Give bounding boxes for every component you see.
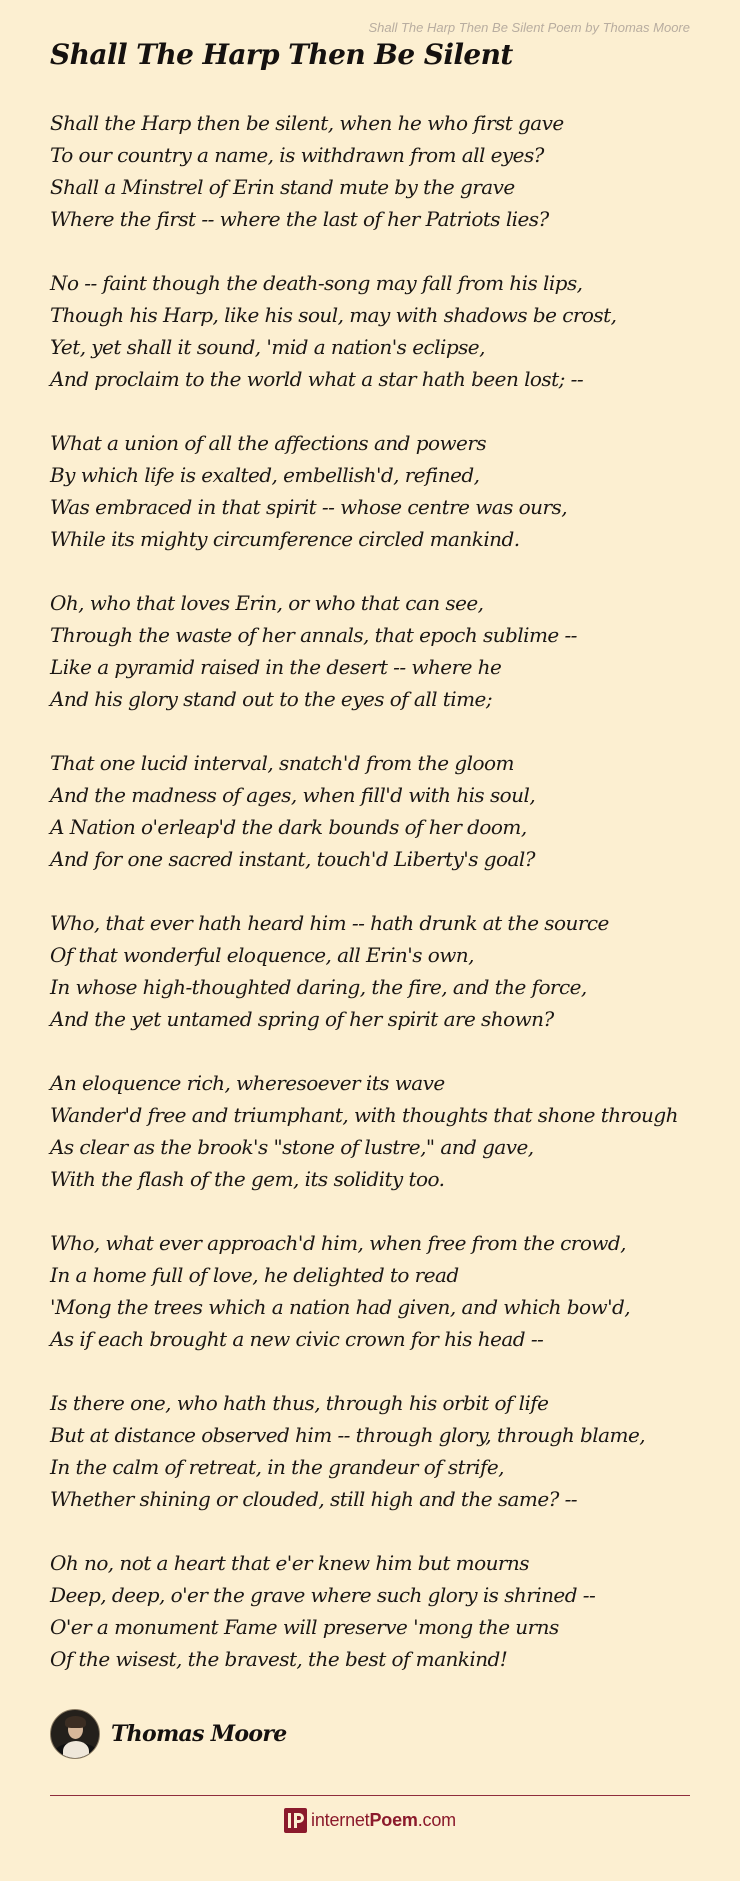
poem-line: Like a pyramid raised in the desert -- where he	[50, 655, 502, 679]
poem-line: And the madness of ages, when fill'd with his soul,	[50, 783, 536, 807]
poem-line: Of that wonderful eloquence, all Erin's own,	[50, 943, 474, 967]
stanza-10	[50, 1547, 710, 1675]
poem-line: And for one sacred instant, touch'd Liberty's goal?	[50, 847, 535, 871]
poem-line: Where the first -- where the last of her Patriots lies?	[50, 207, 549, 231]
stanza-3	[50, 427, 710, 555]
poem-line: Shall the Harp then be silent, when he who first gave	[50, 111, 564, 135]
stanza-8	[50, 1227, 710, 1355]
poem-title: Shall The Harp Then Be Silent	[50, 38, 513, 71]
logo-bold: Poem	[369, 1809, 418, 1830]
poem-line: In the calm of retreat, in the grandeur of strife,	[50, 1455, 504, 1479]
logo-prefix: internet	[311, 1809, 370, 1830]
poem-line: Through the waste of her annals, that epoch sublime --	[50, 623, 577, 647]
poem-line: That one lucid interval, snatch'd from the gloom	[50, 751, 514, 775]
poem-line: Who, what ever approach'd him, when free from the crowd,	[50, 1231, 626, 1255]
poem-line: Is there one, who hath thus, through his orbit of life	[50, 1391, 549, 1415]
poem-line: Though his Harp, like his soul, may with shadows be crost,	[50, 303, 617, 327]
poem-line: No -- faint though the death-song may fall from his lips,	[50, 271, 583, 295]
logo-suffix: .com	[417, 1809, 456, 1830]
poem-line: To our country a name, is withdrawn from all eyes?	[50, 143, 544, 167]
poem-line: And his glory stand out to the eyes of all time;	[50, 687, 493, 711]
poem-line: In whose high-thoughted daring, the fire, and the force,	[50, 975, 587, 999]
portrait-hair	[65, 1716, 86, 1728]
poem-line: O'er a monument Fame will preserve 'mong the urns	[50, 1615, 559, 1639]
stanza-2	[50, 267, 710, 395]
stanza-5	[50, 747, 710, 875]
poem-line: 'Mong the trees which a nation had given, and which bow'd,	[50, 1295, 631, 1319]
poem-line: Wander'd free and triumphant, with thoughts that shone through	[50, 1103, 678, 1127]
stanza-1	[50, 107, 710, 235]
poem-line: Deep, deep, o'er the grave where such glory is shrined --	[50, 1583, 596, 1607]
poem-line: Who, that ever hath heard him -- hath drunk at the source	[50, 911, 609, 935]
poem-line: Was embraced in that spirit -- whose centre was ours,	[50, 495, 568, 519]
stanza-7	[50, 1067, 710, 1195]
poem-line: Shall a Minstrel of Erin stand mute by the grave	[50, 175, 515, 199]
poem-line: As clear as the brook's "stone of lustre," and gave,	[50, 1135, 534, 1159]
poem-line: What a union of all the affections and powers	[50, 431, 487, 455]
poem-line: In a home full of love, he delighted to read	[50, 1263, 459, 1287]
poem-line: Yet, yet shall it sound, 'mid a nation's eclipse,	[50, 335, 485, 359]
footer-divider	[50, 1795, 690, 1796]
poem-line: By which life is exalted, embellish'd, refined,	[50, 463, 480, 487]
site-logo-link[interactable]	[0, 1806, 740, 1834]
poem-line: With the flash of the gem, its solidity too.	[50, 1167, 445, 1191]
stanza-6	[50, 907, 710, 1035]
author-name-link[interactable]: Thomas Moore	[111, 1721, 287, 1747]
site-logo-text	[311, 1810, 456, 1831]
poem-line: Oh, who that loves Erin, or who that can see,	[50, 591, 484, 615]
poem-line: And proclaim to the world what a star hath been lost; --	[50, 367, 584, 391]
poem-meta-caption: Shall The Harp Then Be Silent Poem by Thomas Moore	[368, 20, 690, 35]
poem-line: And the yet untamed spring of her spirit are shown?	[50, 1007, 554, 1031]
poem-body	[50, 107, 710, 1707]
poem-line: Oh no, not a heart that e'er knew him but mourns	[50, 1551, 529, 1575]
poem-line: As if each brought a new civic crown for his head --	[50, 1327, 544, 1351]
stanza-4	[50, 587, 710, 715]
author-portrait-icon[interactable]	[50, 1709, 100, 1759]
poem-line: An eloquence rich, wheresoever its wave	[50, 1071, 445, 1095]
stanza-9	[50, 1387, 710, 1515]
poem-line: Whether shining or clouded, still high and the same? --	[50, 1487, 578, 1511]
portrait-shirt	[63, 1741, 89, 1759]
poem-line: Of the wisest, the bravest, the best of mankind!	[50, 1647, 508, 1671]
poem-line: While its mighty circumference circled mankind.	[50, 527, 520, 551]
poem-line: But at distance observed him -- through glory, through blame,	[50, 1423, 646, 1447]
author-block[interactable]	[50, 1708, 287, 1760]
poem-line: A Nation o'erleap'd the dark bounds of her doom,	[50, 815, 527, 839]
internetpoem-logo-icon	[284, 1808, 307, 1833]
